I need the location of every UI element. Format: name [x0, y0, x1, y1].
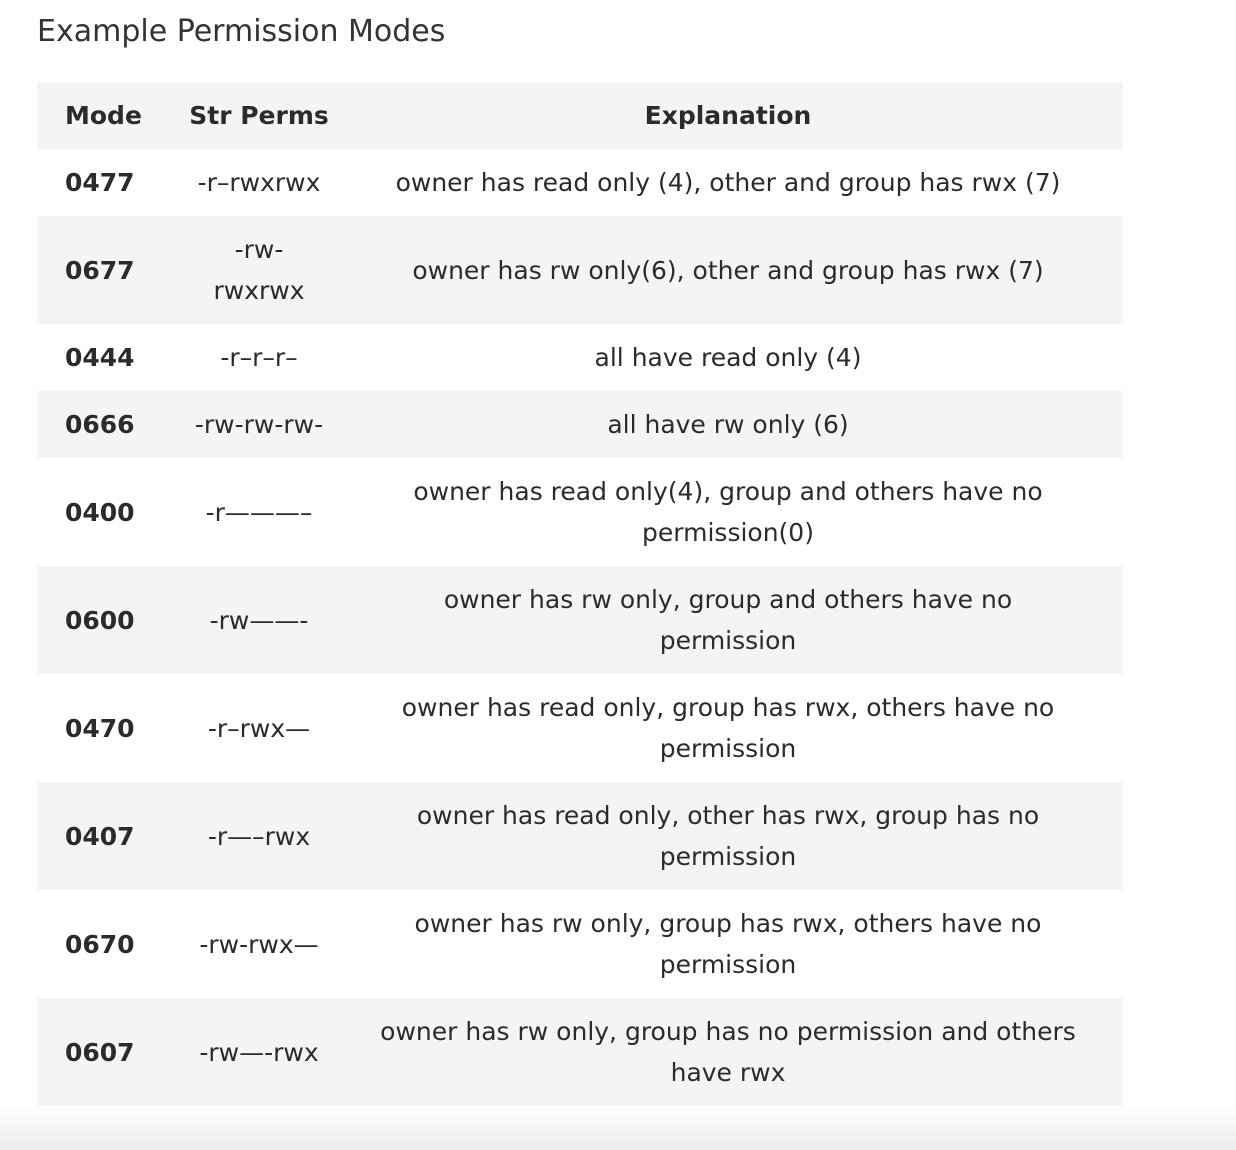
mode-cell: 0477 [65, 168, 135, 197]
explanation-text: owner has read only(4), group and others have no permission(0) [413, 477, 1043, 547]
str-perms-text: -rw—-rwx [199, 1037, 319, 1067]
header-mode: Mode [65, 101, 142, 130]
explanation-cell [333, 324, 1123, 391]
table-row [37, 782, 1123, 890]
str-perms-cell [185, 782, 333, 890]
explanation-cell [333, 216, 1123, 324]
str-perms-cell [185, 566, 333, 674]
table-row [37, 566, 1123, 674]
explanation-cell [333, 674, 1123, 782]
table-row [37, 890, 1123, 998]
str-perms-cell [185, 149, 333, 216]
str-perms-cell [185, 216, 333, 324]
explanation-cell [333, 149, 1123, 216]
explanation-text: all have rw only (6) [607, 410, 849, 439]
page-title: Example Permission Modes [37, 14, 446, 49]
header-explanation: Explanation [644, 101, 812, 130]
mode-cell: 0670 [65, 929, 135, 959]
str-perms-text: -rw——- [209, 605, 309, 635]
explanation-cell [333, 890, 1123, 998]
explanation-cell [333, 391, 1123, 458]
permission-modes-table [37, 82, 1123, 1106]
mode-cell: 0470 [65, 713, 135, 743]
mode-cell: 0444 [65, 343, 135, 372]
mode-cell: 0607 [65, 1037, 135, 1067]
explanation-text: owner has rw only, group and others have no permission [443, 585, 1013, 655]
str-perms-text: -r———– [205, 497, 313, 527]
mode-cell: 0600 [65, 605, 135, 635]
explanation-text: all have read only (4) [594, 343, 862, 372]
str-perms-cell [185, 998, 333, 1106]
explanation-text: owner has read only, other has rwx, group has no permission [416, 801, 1040, 871]
str-perms-cell [185, 324, 333, 391]
str-perms-text: -rw-rwx— [199, 929, 319, 959]
str-perms-text: -rw- rwxrwx [213, 235, 305, 305]
mode-cell: 0407 [65, 821, 135, 851]
str-perms-text: -r—–rwx [207, 821, 311, 851]
explanation-text: owner has read only, group has rwx, others have no permission [401, 693, 1055, 763]
str-perms-cell [185, 890, 333, 998]
mode-cell: 0666 [65, 410, 135, 439]
explanation-text: owner has rw only(6), other and group has rwx (7) [412, 255, 1044, 285]
bottom-fade [0, 1106, 1236, 1150]
mode-cell: 0400 [65, 497, 135, 527]
explanation-cell [333, 782, 1123, 890]
explanation-text: owner has rw only, group has rwx, others have no permission [414, 909, 1042, 979]
explanation-cell [333, 998, 1123, 1106]
explanation-cell [333, 566, 1123, 674]
table-row [37, 149, 1123, 216]
explanation-text: owner has read only (4), other and group has rwx (7) [395, 168, 1061, 197]
str-perms-text: -rw-rw-rw- [194, 410, 324, 439]
table-row [37, 216, 1123, 324]
explanation-text: owner has rw only, group has no permission and others have rwx [380, 1017, 1076, 1087]
table-row [37, 391, 1123, 458]
str-perms-text: -r–rwxrwx [197, 168, 321, 197]
str-perms-text: -r–r–r– [220, 343, 298, 372]
mode-cell: 0677 [65, 255, 135, 285]
str-perms-text: -r–rwx— [207, 713, 311, 743]
table-row [37, 324, 1123, 391]
table-header-row [37, 82, 1123, 149]
table-row [37, 674, 1123, 782]
str-perms-cell [185, 391, 333, 458]
explanation-cell [333, 458, 1123, 566]
str-perms-cell [185, 458, 333, 566]
str-perms-cell [185, 674, 333, 782]
table-row [37, 458, 1123, 566]
header-str-perms: Str Perms [189, 101, 329, 130]
table-row [37, 998, 1123, 1106]
